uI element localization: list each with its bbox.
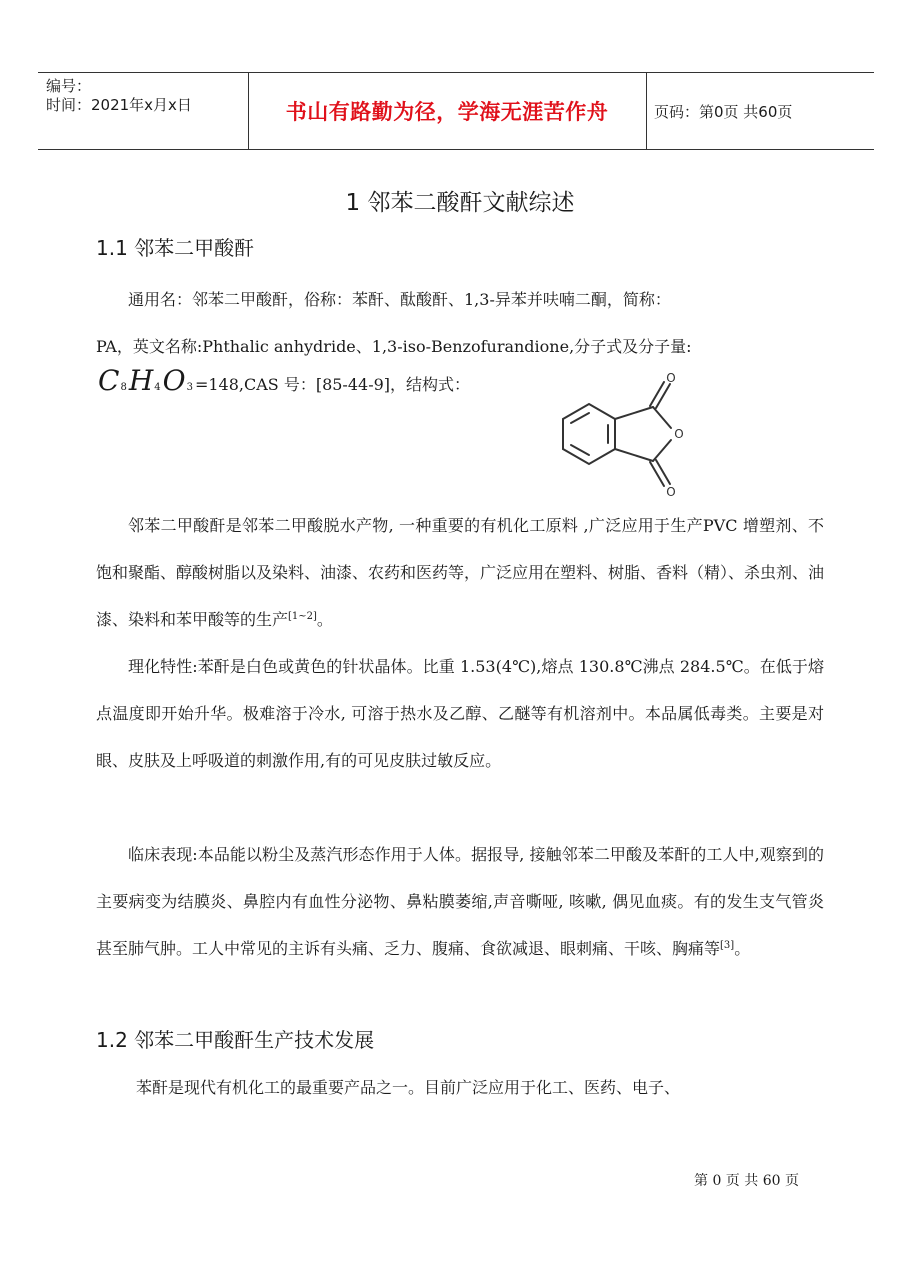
citation: [1~2] [288, 611, 317, 622]
paragraph-text: 。 [316, 610, 333, 629]
structure-formula-image [545, 368, 695, 498]
section-heading-1-1: 1.1 邻苯二甲酸酐 [96, 236, 255, 260]
paragraph-line: PA，英文名称:Phthalic anhydride、1,3-iso-Benzofurandione,分子式及分子量: [96, 337, 692, 356]
header-motto: 书山有路勤为径，学海无涯苦作舟 [285, 100, 609, 124]
header-table [38, 72, 874, 150]
formula-details: =148,CAS 号：[85-44-9]，结构式： [194, 375, 471, 394]
formula-subscript: 4 [154, 382, 161, 393]
formula-carbon: C [98, 364, 120, 397]
document-time-label: 时间：2021年x月x日 [46, 96, 192, 114]
formula-subscript: 3 [186, 382, 193, 393]
formula-oxygen: O [162, 364, 186, 397]
paragraph-text: 邻苯二甲酸酐是邻苯二甲酸脱水产物, 一种重要的有机化工原料 ,广泛应用于生产PVC 增塑剂、不饱和聚酯、醇酸树脂以及染料、油漆、农药和医药等，广泛应用在塑料、树脂、香料（精）、杀虫剂、油漆、染料和苯甲酸等的生产 [96, 516, 825, 629]
formula-subscript: 8 [120, 382, 127, 393]
paragraph: 理化特性:苯酐是白色或黄色的针状晶体。比重 1.53(4℃),熔点 130.8℃沸点 284.5℃。在低于熔点温度即开始升华。极难溶于冷水, 可溶于热水及乙醇、乙醚等有机溶剂中。本品属低毒类。主要是对眼、皮肤及上呼吸道的刺激作用,有的可见皮肤过敏反应。 [96, 657, 824, 770]
paragraph [96, 831, 824, 972]
paragraph-text: 。 [734, 939, 751, 958]
section-heading-1-2: 1.2 邻苯二甲酸酐生产技术发展 [96, 1028, 375, 1052]
header-meta [46, 77, 192, 115]
document-number-label: 编号： [46, 77, 92, 95]
formula-hydrogen: H [128, 364, 154, 397]
citation: [3] [720, 940, 735, 951]
molecular-formula [98, 364, 470, 404]
paragraph [96, 502, 824, 643]
header-page-info: 页码：第0页 共60页 [654, 102, 793, 121]
paragraph-line: 通用名：邻苯二甲酸酐，俗称：苯酐、酞酸酐、1,3-异苯并呋喃二酮，简称： [128, 290, 671, 309]
page-footer: 第 0 页 共 60 页 [694, 1173, 799, 1189]
paragraph: 苯酐是现代有机化工的最重要产品之一。目前广泛应用于化工、医药、电子、 [136, 1078, 681, 1097]
structure-oxygen-label: O [666, 485, 676, 498]
paragraph-text: 临床表现:本品能以粉尘及蒸汽形态作用于人体。据报导, 接触邻苯二甲酸及苯酐的工人中,观察到的主要病变为结膜炎、鼻腔内有血性分泌物、鼻粘膜萎缩,声音嘶哑, 咳嗽, 偶见血痰。有的发生支气管炎甚至肺气肿。工人中常见的主诉有头痛、乏力、腹痛、食欲减退、眼刺痛、干咳、胸痛等 [96, 845, 824, 958]
structure-oxygen-label: O [666, 371, 676, 385]
structure-oxygen-label: O [674, 427, 684, 441]
chapter-title: 1 邻苯二酸酐文献综述 [345, 190, 575, 216]
header-divider [646, 73, 647, 149]
